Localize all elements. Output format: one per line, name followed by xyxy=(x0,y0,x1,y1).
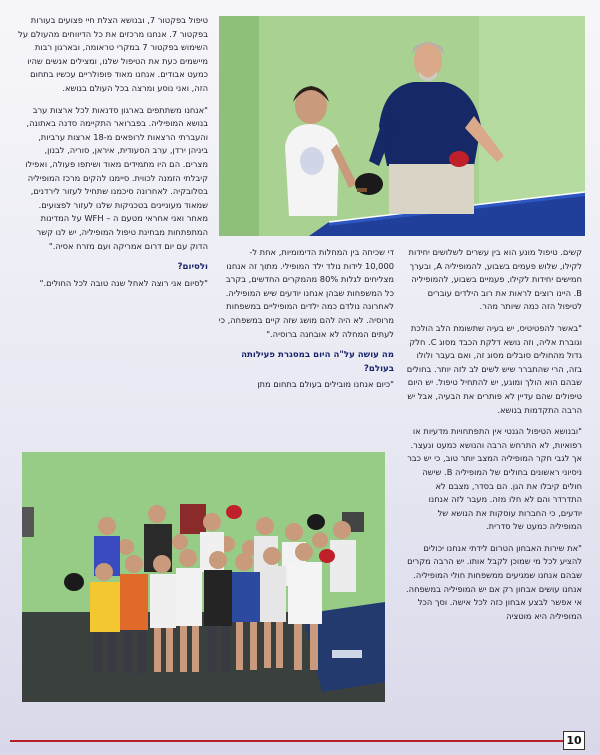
section-heading: מה עושה על"ה היום במסגרת פעילותה בעולם? xyxy=(241,350,394,374)
paragraph: "באשר להפטיטיס, יש בעיה שתשומת הלב הולכת וגוברת אליה, וזה נושא דלקת הכבד מסוג C. חלק גדול מהחולים סובלים מסוג זה, ואם בעבר ולולו בזה, הרי שהתברר שיש לשים לב לזה יותר. בחולים שבהם הוא הולך ומוגע, יש להתחיל טיפול. יש היום טיפולים שהם עדיין לא פותרים את הבעיה, אבל יש הרבה התקדמות בנושא. xyxy=(406,322,582,415)
paragraph: "את שירות האבחון הטרום לידתי אנחנו יכולים להציע לכל מי שמוכן לקבל אותו. יש הרבה מקרים שבהם אנחנו שמגיעים ממשפחות חולי המופיליה. אנחנו עושים אבחון רק אם יש המופיליה במשפחה. אי אפשר לבצע אבחון כזה לכל אישה. וסך הכל המופיליה היא מוטציה xyxy=(406,542,582,621)
column-middle xyxy=(218,246,394,436)
photo-bottom-illustration xyxy=(22,452,385,702)
paragraph: "ובנושא הטיפול הגנטי אין התפתחויות מדעיות או רפואיות, לא התרחש הרבה והנושא כמעט ונעצר. אך לגבי חקר המופיליה המצב יותר טוב, כי יש כבר ניסיוני ראשונים בחולים של המופיליה B. שישה חולים קיבלו את הגן. הם בסדר, מצבם לא התדרדר והם לא חלו מזה. מעבר לזה אנחנו יודעים, כי החברות עוסקות את הנושא של המופיליה כמעט של סדרית. xyxy=(407,426,582,532)
paragraph: "אנחנו משתתפים בארגון סדנאות לכל ארצות ערב בנושא המופיליה. בפברואר התקיימה סדנה באתונה, והעברתי הרצאות לרופאים מ-18 ארצות ערביות, ביניהן ירדן, ערב הסעודית, איראן, סוריה, לבנון, מצרים. הם היו מתמידים מאוד ושיתפו פעולה, ואפילו קיבלתי הזמנה לכווית. סיימנו להקים מרכז המופיליה בסלובקיה. לאחרונה סיכמנו שתחיל לעזור לירדנים, שמאוד מעוניינים בטכניקות שלנו לעזור לפצועים. מאחר ואני אחראי מטעם ה – WFH על המדינות המתפתחות מבחינת טיפול המופיליה, יש לנו קשר הדוק עם יום דרום אמריקה ועם מזרח אסיה." xyxy=(25,104,208,251)
photo-table-tennis-boy-and-man xyxy=(219,16,585,236)
paragraph: די שכיחה בין המחלות הדימומיות, אחת ל- 10,000 לידות נולד ילד המופילי. מתוך זה אנחנו מצליחים לגלות 80% מהמקרים החדשים, בקרב כל המשפחות שבהן אנחנו יודעים שיש המופיליה. לאחרונה נולדם כמה ילדים המופיליים במשפחות מרוסיה. לא היה להם מושג שזה קיים במשפחה, כי לעתים המחלה לא אובחנה ברוסיה." xyxy=(218,247,394,339)
page-number: 10 xyxy=(563,731,585,750)
paragraph: "כיום אנחנו מובילים בעולם בתחום מתן xyxy=(257,379,394,390)
column-left xyxy=(18,14,208,288)
section-heading: ולסיום? xyxy=(177,262,208,273)
bottom-rule xyxy=(10,740,570,742)
photo-top-illustration xyxy=(219,16,585,236)
paragraph: "לסיום אני רוצה לאחל שנה טובה לכל החולים." xyxy=(39,277,208,288)
paragraph: קשים. טיפול מונע הוא בין עשרים לשלושים יחידות לקילו, שלוש פעמים בשבוע, להמופיליה A, ובערך חמישים יחידות לקילו, פעמיים בשבוע, להמופיליה B. היינו רוצים לראות את רוב הילדים עוברים לטיפול הזה כמה שיותר מהר. xyxy=(408,247,582,312)
paragraph: טיפול בפקטור 7, ובנושא הצלת חיי פצועים בעורות בפקטור 7. אנחנו מרכזים את כל הדיווחים מהעולם על השימוש בפקטור 7 במקרי טראומה, ובארגון רבות מיישמים כעת את הטיפול שלנו, ומצילים אנשים שהיו כמעט אבודים. אנחנו מאוד פופולריים עכשיו בתחום הזה, ואני נוסע ומרצה בכל העולם בנושא. xyxy=(18,15,208,93)
column-right xyxy=(404,246,582,736)
photo-group-children-table-tennis xyxy=(22,452,385,702)
